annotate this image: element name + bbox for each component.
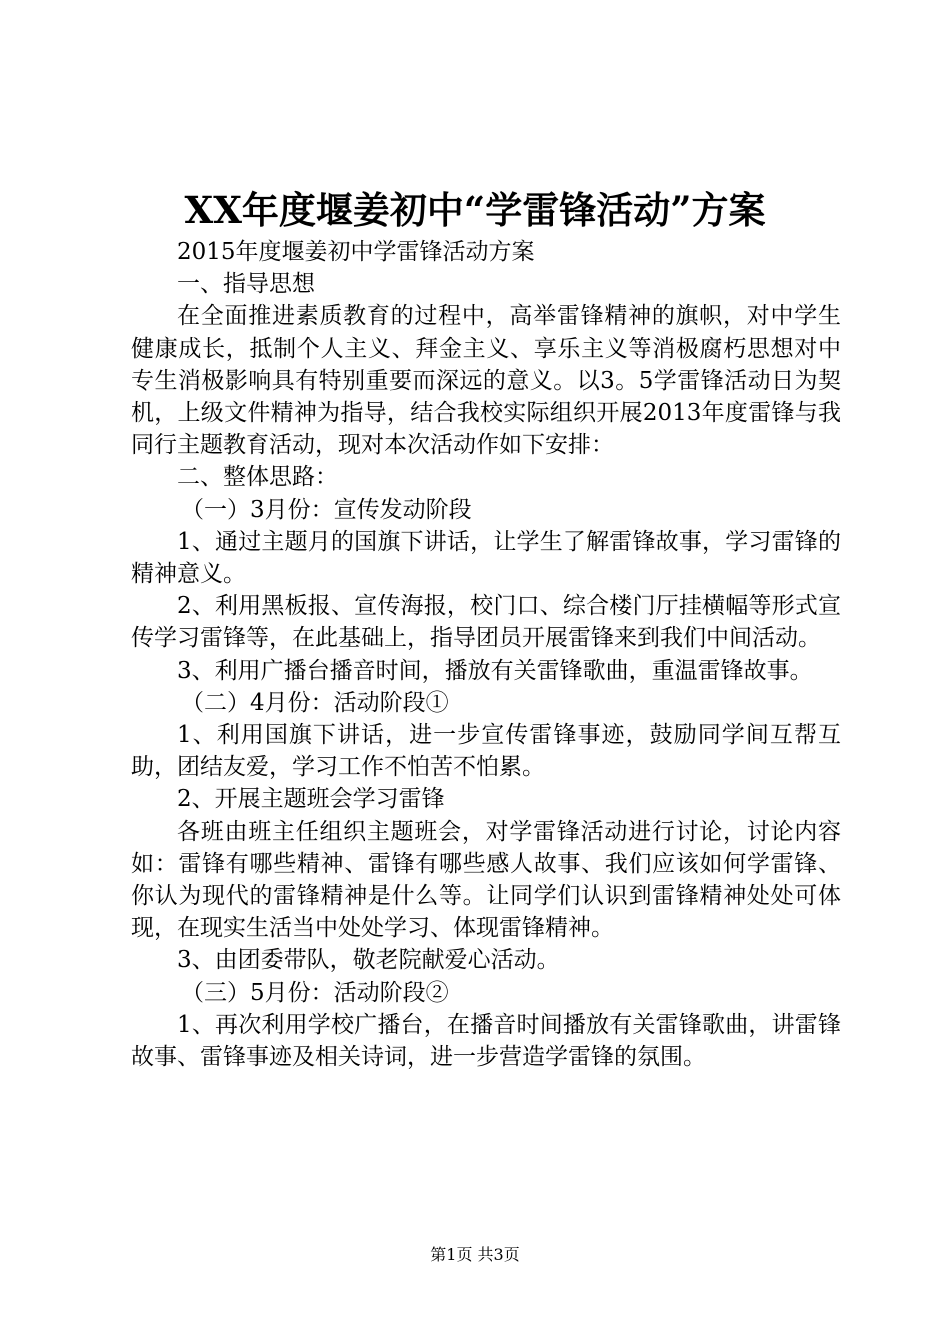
- heading-march-stage: （一）3月份：宣传发动阶段: [181, 496, 472, 523]
- heading-april-stage: （二）4月份：活动阶段①: [181, 689, 449, 716]
- paragraph-april-2-detail: 各班由班主任组织主题班会，对学雷锋活动进行讨论，讨论内容如：雷锋有哪些精神、雷锋有哪些感人故事、我们应该如何学雷锋、你认为现代的雷锋精神是什么等。让同学们认识到雷锋精神处处可体现，在现实生活当中处处学习、体现雷锋精神。: [131, 818, 841, 942]
- paragraph-guiding-thought: 在全面推进素质教育的过程中，高举雷锋精神的旗帜，对中学生健康成长，抵制个人主义、拜金主义、享乐主义等消极腐朽思想对中专生消极影响具有特别重要而深远的意义。以3。5学雷锋活动日为契机，上级文件精神为指导，结合我校实际组织开展2013年度雷锋与我同行主题教育活动，现对本次活动作如下安排：: [131, 303, 841, 459]
- paragraph-subtitle: 2015年度堰姜初中学雷锋活动方案: [177, 239, 535, 265]
- paragraph-may-1: 1、再次利用学校广播台，在播音时间播放有关雷锋歌曲，讲雷锋故事、雷锋事迹及相关诗词，进一步营造学雷锋的氛围。: [131, 1011, 841, 1071]
- page-number: 第1页 共3页: [430, 1245, 520, 1264]
- paragraph-march-2: 2、利用黑板报、宣传海报，校门口、综合楼门厅挂横幅等形式宣传学习雷锋等，在此基础上，指导团员开展雷锋来到我们中间活动。: [131, 593, 841, 652]
- paragraph-april-1: 1、利用国旗下讲话，进一步宣传雷锋事迹，鼓励同学间互帮互助，团结友爱，学习工作不怕苦不怕累。: [131, 722, 841, 781]
- document-title: XX年度堰姜初中“学雷锋活动”方案: [184, 188, 766, 232]
- paragraph-march-1: 1、通过主题月的国旗下讲话，让学生了解雷锋故事，学习雷锋的精神意义。: [131, 528, 841, 588]
- paragraph-march-3: 3、利用广播台播音时间，播放有关雷锋歌曲，重温雷锋故事。: [177, 657, 813, 684]
- heading-may-stage: （三）5月份：活动阶段②: [181, 979, 449, 1006]
- heading-overall-plan: 二、整体思路：: [177, 464, 338, 491]
- paragraph-april-2: 2、开展主题班会学习雷锋: [177, 786, 445, 813]
- document-body: [131, 236, 841, 1073]
- paragraph-april-3: 3、由团委带队，敬老院献爱心活动。: [177, 947, 560, 974]
- heading-guiding-thought: 一、指导思想: [177, 271, 315, 298]
